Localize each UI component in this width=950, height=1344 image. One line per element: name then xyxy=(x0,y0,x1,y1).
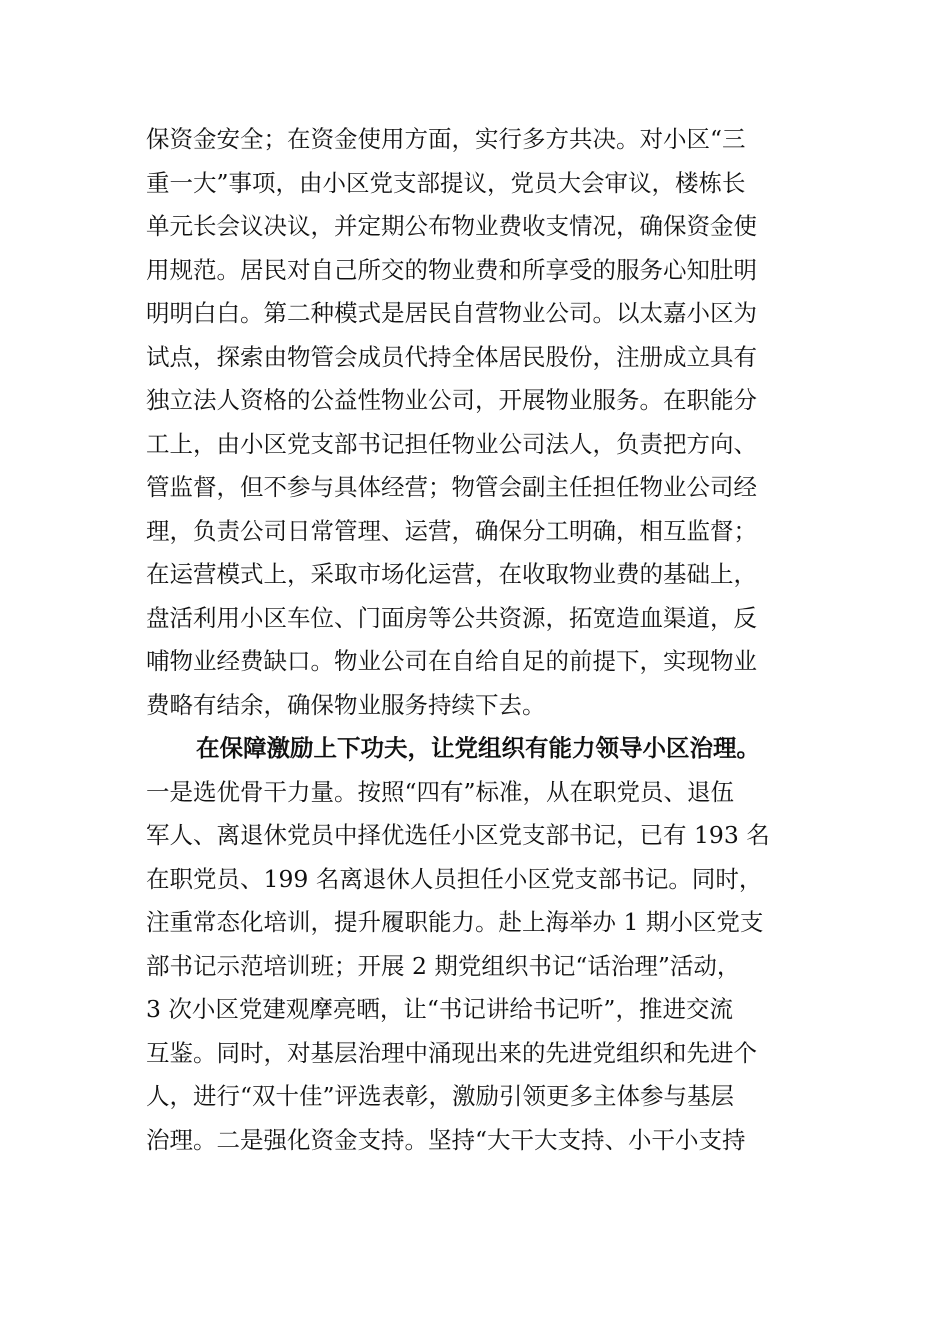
text-line: 哺物业经费缺口。物业公司在自给自足的前提下，实现物业 xyxy=(146,647,757,675)
text-line: 一是选优骨干力量。按照“四有”标准，从在职党员、退伍 xyxy=(146,777,735,806)
text-line: 重一大”事项，由小区党支部提议，党员大会审议，楼栋长 xyxy=(146,168,746,197)
text-line: 保资金安全；在资金使用方面，实行多方共决。对小区“三 xyxy=(146,125,746,153)
text-line: 互鉴。同时，对基层治理中涌现出来的先进党组织和先进个 xyxy=(146,1038,757,1067)
text-line: 部书记示范培训班；开展 2 期党组织书记“话治理”活动， xyxy=(146,951,741,980)
text-line: 在职党员、199 名离退休人员担任小区党支部书记。同时， xyxy=(146,864,763,893)
text-line: 工上，由小区党支部书记担任物业公司法人，负责把方向、 xyxy=(146,429,757,458)
text-line: 试点，探索由物管会成员代持全体居民股份，注册成立具有 xyxy=(146,342,757,371)
text-line: 在运营模式上，采取市场化运营，在收取物业费的基础上， xyxy=(146,560,757,588)
text-line: 明明白白。第二种模式是居民自营物业公司。以太嘉小区为 xyxy=(146,299,757,327)
text-line: 用规范。居民对自己所交的物业费和所享受的服务心知肚明 xyxy=(146,255,757,284)
body-text xyxy=(146,118,816,1162)
text-line: 独立法人资格的公益性物业公司，开展物业服务。在职能分 xyxy=(146,386,757,414)
text-line: 盘活利用小区车位、门面房等公共资源，拓宽造血渠道，反 xyxy=(146,603,757,632)
text-line: 人，进行“双十佳”评选表彰，激励引领更多主体参与基层 xyxy=(146,1082,735,1110)
text-line: 军人、离退休党员中择优选任小区党支部书记，已有 193 名 xyxy=(146,821,770,849)
text-line: 理，负责公司日常管理、运营，确保分工明确，相互监督； xyxy=(146,516,757,545)
text-line: 治理。二是强化资金支持。坚持“大干大支持、小干小支持 xyxy=(146,1125,746,1154)
section-heading: 在保障激励上下功夫，让党组织有能力领导小区治理。 xyxy=(196,734,760,762)
text-line: 管监督，但不参与具体经营；物管会副主任担任物业公司经 xyxy=(146,473,757,501)
text-line: 注重常态化培训，提升履职能力。赴上海举办 1 期小区党支 xyxy=(146,908,764,936)
text-line: 单元长会议决议，并定期公布物业费收支情况，确保资金使 xyxy=(146,212,757,240)
text-line: 3 次小区党建观摩亮晒，让“书记讲给书记听”，推进交流 xyxy=(146,995,733,1023)
text-line: 费略有结余，确保物业服务持续下去。 xyxy=(146,690,546,719)
